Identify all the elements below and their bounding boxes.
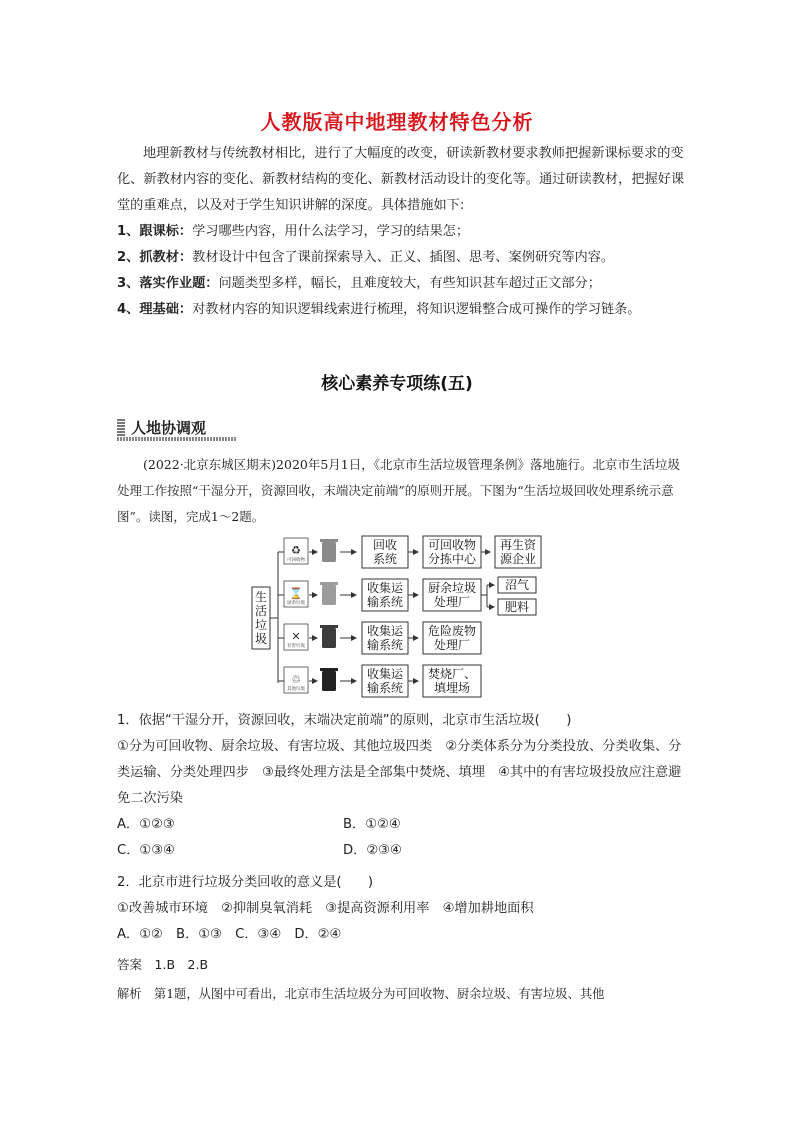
measure-item xyxy=(117,297,689,323)
question-2-statements: ①改善城市环境 ②抑制臭氧消耗 ③提高资源利用率 ④增加耕地面积 xyxy=(117,901,534,916)
output-label: 源企业 xyxy=(499,552,537,566)
trash-bin-icon xyxy=(322,585,336,605)
answer-line xyxy=(117,955,208,973)
waste-system-diagram xyxy=(250,535,550,705)
root-char: 生 xyxy=(254,590,268,604)
facility-label: 处理厂 xyxy=(433,595,471,609)
intro-paragraph: 地理新教材与传统教材相比，进行了大幅度的改变，研读新教材要求教师把握新课标要求的变化、新教材内容的变化、新教材结构的变化、新教材活动设计的变化等。通过研读教材，把握好课堂的重难点，以及对于学生知识讲解的深度。具体措施如下: xyxy=(117,146,685,213)
system-label: 收集运 xyxy=(366,624,404,638)
analysis-line xyxy=(117,984,689,1002)
option-d[interactable]: D．②③④ xyxy=(343,843,402,858)
measure-item xyxy=(117,219,689,245)
facility-label: 分拣中心 xyxy=(427,552,477,566)
facility-label: 填埋场 xyxy=(433,681,471,695)
trash-bin-icon xyxy=(322,671,336,691)
measure-label: 4、理基础： xyxy=(117,302,193,317)
measure-label: 3、落实作业题： xyxy=(117,276,219,291)
category-symbol-icon: ✕ xyxy=(291,630,301,643)
system-label: 输系统 xyxy=(366,595,404,609)
system-label: 收集运 xyxy=(366,581,404,595)
facility-label: 危险废物 xyxy=(427,624,477,638)
section-title: 核心素养专项练(五) xyxy=(321,374,473,394)
icon-label: 有害垃圾 xyxy=(287,644,305,649)
analysis-text: 第1题，从图中可看出，北京市生活垃圾分为可回收物、厨余垃圾、有害垃圾、其他 xyxy=(153,987,605,1001)
diagram-row xyxy=(278,577,536,615)
analysis-label: 解析 xyxy=(117,987,142,1001)
category-symbol-icon: ♻ xyxy=(291,544,301,557)
diagram-row xyxy=(278,665,481,697)
category-symbol-icon: ♲ xyxy=(291,673,301,686)
measure-label: 2、抓教材： xyxy=(117,250,193,265)
question-1-statements: ①分为可回收物、厨余垃圾、有害垃圾、其他垃圾四类 ②分类体系分为分类投放、分类收集、分类运输、分类处理四步 ③最终处理方法是全部集中焚烧、填埋 ④其中的有害垃圾投放应注意避免二次污染 xyxy=(117,739,682,806)
system-label: 回收 xyxy=(372,538,398,552)
trash-bin-icon xyxy=(322,628,336,648)
option-c[interactable]: C．①③④ xyxy=(117,843,175,858)
topic-bar-icon xyxy=(117,418,125,436)
question-1-options-row xyxy=(117,838,689,864)
facility-label: 处理厂 xyxy=(433,638,471,652)
topic-label: 人地协调观 xyxy=(131,418,207,437)
measure-text: 教材设计中包含了课前探索导入、正义、插图、思考、案例研究等内容。 xyxy=(192,250,615,265)
measure-item xyxy=(117,245,689,271)
answer-text: 1.B 2.B xyxy=(154,957,209,972)
question-1 xyxy=(117,708,689,864)
root-char: 活 xyxy=(254,604,268,618)
icon-label: 其他垃圾 xyxy=(287,687,305,692)
system-label: 收集运 xyxy=(366,667,404,681)
question-intro-text: (2022·北京东城区期末)2020年5月1日，《北京市生活垃圾管理条例》落地施行。北京市生活垃圾处理工作按照“干湿分开，资源回收，末端决定前端”的原则开展。下图为“生活垃圾回收处理系统示意图”。读图，完成1～2题。 xyxy=(117,457,681,524)
question-1-options-row xyxy=(117,812,689,838)
output-label: 肥料 xyxy=(504,600,530,614)
diagram-row xyxy=(278,536,541,568)
root-char: 圾 xyxy=(254,632,268,646)
question-2-stem: 2．北京市进行垃圾分类回收的意义是( ) xyxy=(117,875,374,890)
measure-label: 1、跟课标： xyxy=(117,224,193,239)
system-label: 系统 xyxy=(372,552,398,566)
option-a[interactable]: A．①②③ xyxy=(117,817,175,832)
page-title: 人教版高中地理教材特色分析 xyxy=(260,110,534,134)
icon-label: 厨余垃圾 xyxy=(287,601,305,606)
root-char: 垃 xyxy=(254,618,268,632)
facility-label: 厨余垃圾 xyxy=(427,581,477,595)
question-2 xyxy=(117,870,689,948)
topic-heading xyxy=(117,416,206,438)
facility-label: 可回收物 xyxy=(427,538,477,552)
system-label: 输系统 xyxy=(366,638,404,652)
icon-label: 可回收物 xyxy=(287,558,305,563)
option-b[interactable]: B．①②④ xyxy=(343,817,401,832)
trash-bin-icon xyxy=(322,542,336,562)
measure-text: 学习哪些内容，用什么法学习，学习的结果怎； xyxy=(192,224,470,239)
system-label: 输系统 xyxy=(366,681,404,695)
output-label: 再生资 xyxy=(499,538,537,552)
measure-text: 对教材内容的知识逻辑线索进行梳理，将知识逻辑整合成可操作的学习链条。 xyxy=(192,302,641,317)
question-1-stem: 1．依据“干湿分开，资源回收，末端决定前端”的原则，北京市生活垃圾( ) xyxy=(117,713,572,728)
intro-section xyxy=(117,141,689,323)
topic-underline xyxy=(117,437,237,441)
root-label xyxy=(255,589,267,646)
facility-label: 焚烧厂、 xyxy=(427,667,477,681)
answer-label: 答案 xyxy=(117,957,143,972)
category-symbol-icon: ⌛ xyxy=(289,587,303,600)
output-label: 沼气 xyxy=(504,578,530,592)
diagram-row xyxy=(278,622,481,654)
measure-item xyxy=(117,271,689,297)
question-intro xyxy=(117,452,689,530)
question-2-options[interactable]: A．①② B．①③ C．③④ D．②④ xyxy=(117,927,342,942)
measure-text: 问题类型多样，幅长，且难度较大，有些知识甚车超过正文部分； xyxy=(218,276,601,291)
